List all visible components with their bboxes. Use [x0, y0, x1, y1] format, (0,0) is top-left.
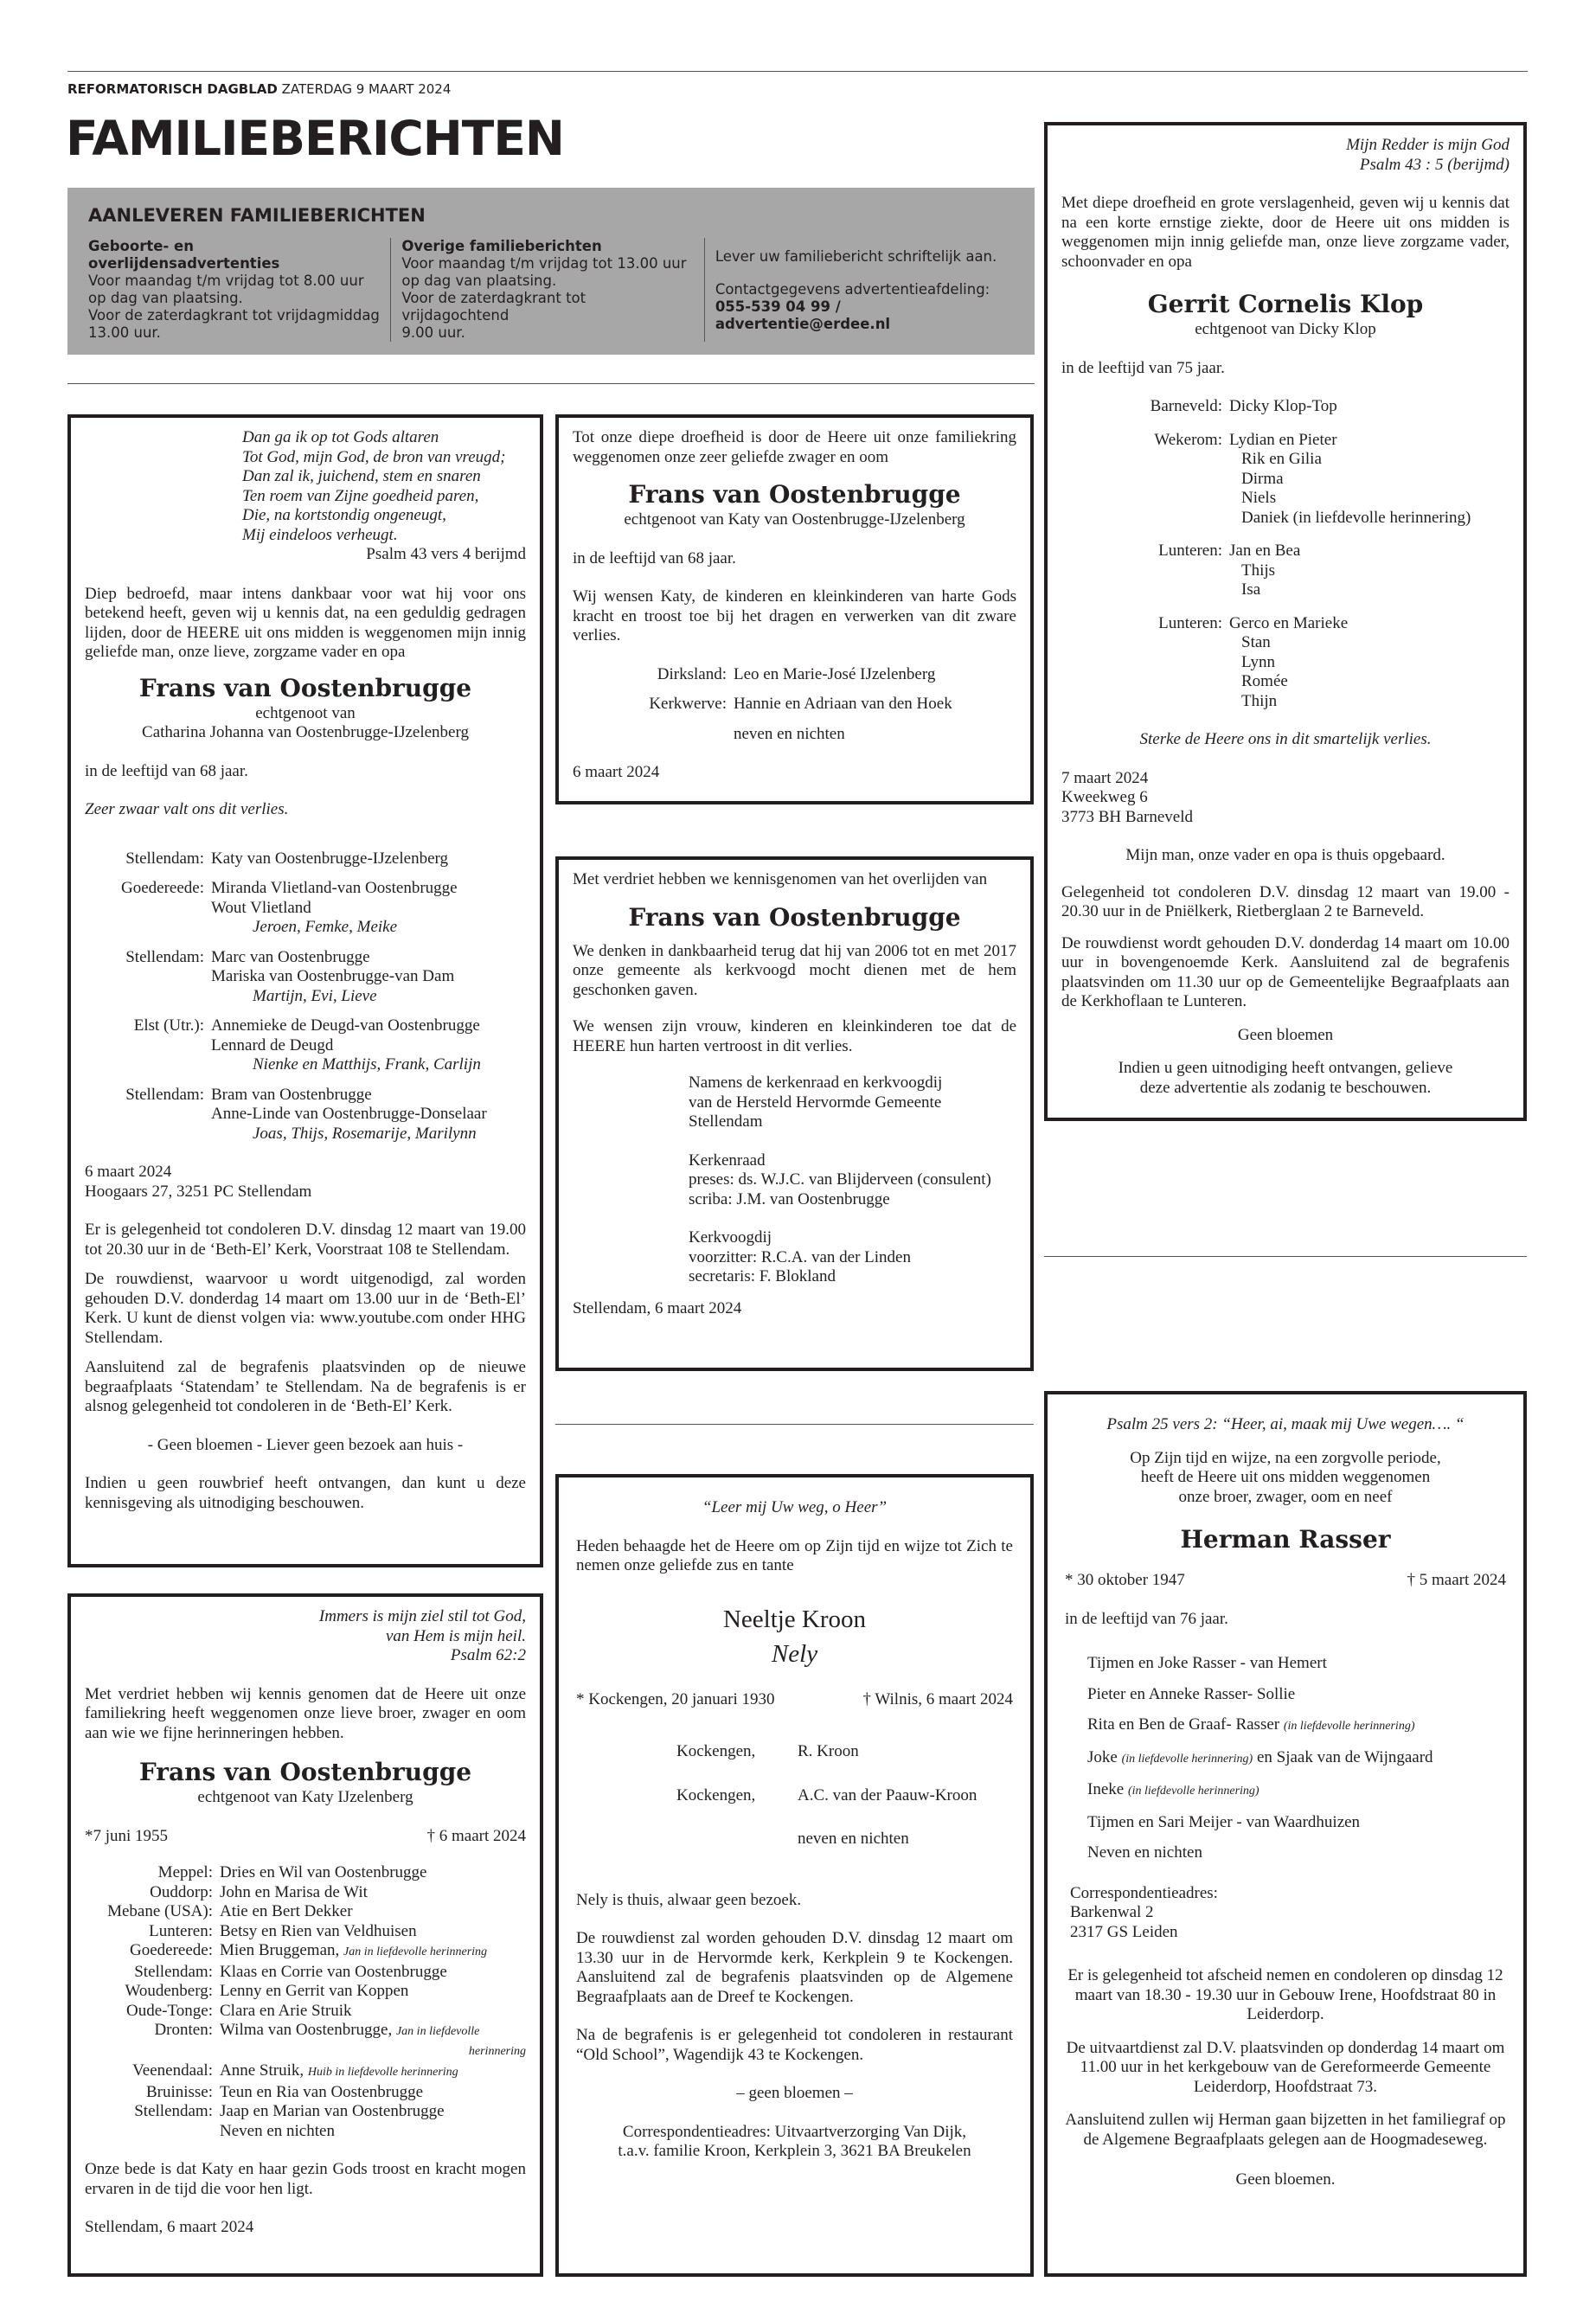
death-date: † 5 maart 2024 — [1407, 1571, 1506, 1589]
address: Kweekweg 6 — [1061, 788, 1148, 806]
birth-date: * Kockengen, 20 januari 1930 — [576, 1689, 775, 1708]
family-entry: Neven en nichten — [220, 2121, 335, 2140]
family-entry: Goedereede: Mien Bruggeman, Jan in liefdevolle herinnering — [130, 1941, 488, 1959]
intro-text: Met verdriet hebben wij kennis genomen dat de Heere uit onze familiekring heeft weggenomen onze lieve broer, zwager en oom aan wie we fijne herinneringen hebben. — [85, 1684, 526, 1742]
contact-details: 055-539 04 99 / advertentie@erdee.nl — [715, 298, 891, 332]
family-entry: Goedereede: Miranda Vlietland-van Oostenbrugge Wout Vlietland Jeroen, Femke, Meike — [121, 879, 458, 936]
obituary-ad-frans-2: Immers is mijn ziel stil tot God, van Hem is mijn heil. Psalm 62:2 Met verdriet hebben wij kennis genomen dat de Heere uit onze familiekring heeft weggenomen onze lieve broer, zwager en oom aan wie we fijne herinneringen hebben. Frans van Oostenbrugge echtgenoot van Katy IJzelenberg *7 juni 1955 † 6 maart 2024 Meppel: Dries en Wil van Oostenbrugge Ouddorp: John en Marisa de Wit Mebane (USA): Atie en Bert Dekker Lunteren: Betsy en Rien van Veldhuisen Goedereede: Mien Bruggeman, Jan in liefdevolle herinnering Stellendam: Klaas en Corrie van Oostenbrugge Woudenberg: Lenny en Gerrit van Koppen Oude-Tonge: Clara en Arie Struik Dronten: Wilma van Oostenbrugge, Jan in liefdevolle herinnering Veenendaal: Anne Struik, Huib in liefdevolle herinnering Bruinisse: Teun en Ria van Oostenbrugge Stellendam: Jaap en Marian van Oostenbrugge Neven en nichten Onze bede is dat Katy en haar gezin Gods troost en kracht mogen ervaren in de tijd die voor hen ligt. Stellendam, 6 maart 2024 — [67, 1593, 543, 2277]
family-entry: Kockengen, A.C. van der Paauw-Kroon — [676, 1785, 977, 1804]
family-entry: Mebane (USA): Atie en Bert Dekker — [107, 1902, 353, 1920]
info-col-other: Overige familieberichten Voor maandag t/m vrijdag tot 13.00 uur op dag van plaatsing. Voor de zaterdagkrant tot vrijdagochtend 9.00 uur. — [391, 238, 704, 342]
spouse-name: echtgenoot van Dicky Klop — [1195, 320, 1376, 338]
intro-text: Diep bedroefd, maar intens dankbaar voor wat hij voor ons betekend heeft, geven wij u kennis dat, na een geduldig gedragen lijden, door de HEERE uit ons midden is weggenomen mijn innig geliefde man, onze lieve, zorgzame vader en opa — [85, 584, 526, 661]
obituary-ad-frans-1: Dan ga ik op tot Gods altaren Tot God, mijn God, de bron van vreugd; Dan zal ik, juichend, stem en snaren Ten roem van Zijne goedheid paren, Die, na kortstondig ongeneugt, Mij eindeloos verheugt. Psalm 43 vers 4 berijmd Diep bedroefd, maar intens dankbaar voor wat hij voor ons betekend heeft, geven wij u kennis dat, na een geduldig gedragen lijden, door de HEERE uit ons midden is weggenomen mijn innig geliefde man, onze lieve, zorgzame vader en opa Frans van Oostenbrugge echtgenoot van Catharina Johanna van Oostenbrugge-IJzelenberg in de leeftijd van 68 jaar. Zeer zwaar valt ons dit verlies. Stellendam: Katy van Oostenbrugge-IJzelenberg Goedereede: Miranda Vlietland-van Oostenbrugge Wout Vlietland Jeroen, Femke, Meike Stellendam: Marc van Oostenbrugge Mariska van Oostenbrugge-van Dam Martijn, Evi, Lieve Elst (Utr.): Annemieke de Deugd-van Oostenbrugge Lennard de Deugd Nienke en Matthijs, Frank, Carlijn Stellendam: Bram van Oostenbrugge Anne-Linde van Oostenbrugge-Donselaar Joas, Thijs, Rosemarije, Marilynn 6 maart 2024 Hoogaars 27, 3251 PC Stellendam Er is gelegenheid tot condoleren D.V. dinsdag 12 maart van 19.00 tot 20.30 uur in de ‘Beth-El’ Kerk, Voorstraat 108 te Stellendam. De rouwdienst, waarvoor u wordt uitgenodigd, zal worden gehouden D.V. donderdag 14 maart om 13.00 uur in de ‘Beth-El’ Kerk. U kunt de dienst volgen via: www.youtube.com onder HHG Stellendam. Aansluitend zal de begrafenis plaatsvinden op de nieuwe begraafplaats ‘Statendam’ te Stellendam. Na de begrafenis is er alsnog gelegenheid tot condoleren in de ‘Beth-El’ Kerk. - Geen bloemen - Liever geen bezoek aan huis - Indien u geen rouwbrief heeft ontvangen, dan kunt u deze kennisgeving als uitnodiging beschouwen. — [67, 414, 543, 1567]
obituary-ad-neeltje-kroon: “Leer mij Uw weg, o Heer” Heden behaagde het de Heere om op Zijn tijd en wijze tot Zich te nemen onze geliefde zus en tante Neeltje Kroon Nely * Kockengen, 20 januari 1930 † Wilnis, 6 maart 2024 Kockengen, R. Kroon Kockengen, A.C. van der Paauw-Kroon neven en nichten Nely is thuis, alwaar geen bezoek. De rouwdienst zal worden gehouden D.V. dinsdag 12 maart om 13.30 uur in de Hervormde kerk, Kerkplein 9 te Kockengen. Aansluitend zal de begrafenis plaatsvinden op de Algemene Begraafplaats aan de Dreef te Kockengen. Na de begrafenis is er gelegenheid tot condoleren in restaurant “Old School”, Wagendijk 43 te Kockengen. – geen bloemen – Correspondentieadres: Uitvaartverzorging Van Dijk, t.a.v. familie Kroon, Kerkplein 3, 3621 BA Breukelen — [555, 1474, 1034, 2277]
deceased-name: Frans van Oostenbrugge — [628, 902, 961, 932]
family-entry: Woudenberg: Lenny en Gerrit van Koppen — [125, 1982, 409, 2000]
life-dates — [1065, 1571, 1506, 1591]
family-entry: Ouddorp: John en Marisa de Wit — [150, 1882, 368, 1901]
intro-text: Met diepe droefheid en grote verslagenheid, geven wij u kennis dat na een korte ernstige ziekte, door de Heere uit ons midden is weggenomen mijn innig geliefde man, onze lieve zorgzame vader, schoonvader en opa — [1061, 194, 1509, 271]
family-entry: Stellendam: Klaas en Corrie van Oostenbrugge — [134, 1962, 447, 1981]
family-entry: Meppel: Dries en Wil van Oostenbrugge — [157, 1863, 427, 1881]
intro-text: Op Zijn tijd en wijze, na een zorgvolle periode, — [1130, 1448, 1441, 1467]
intro-text: Heden behaagde het de Heere om op Zijn tijd en wijze tot Zich te nemen onze geliefde zus en tante — [576, 1536, 1013, 1574]
deceased-name: Frans van Oostenbrugge — [138, 673, 472, 702]
family-entry: Rita en Ben de Graaf- Rasser (in liefdevolle herinnering) — [1087, 1715, 1415, 1734]
signatories: Namens de kerkenraad en kerkvoogdij van de Hersteld Hervormde Gemeente Stellendam Kerkenraad preses: ds. W.J.C. van Blijderveen (consulent) scriba: J.M. van Oostenbrugge Kerkvoogdij voorzitter: R.C.A. van der Linden secretaris: F. Blokland — [689, 1074, 991, 1285]
birth-date: * 30 oktober 1947 — [1065, 1571, 1185, 1589]
poem-reference: Psalm 43 vers 4 berijmd — [366, 545, 526, 563]
family-entry: Bruinisse: Teun en Ria van Oostenbrugge — [145, 2082, 424, 2101]
family-entry: Ineke (in liefdevolle herinnering) — [1087, 1780, 1259, 1798]
birth-date: *7 juni 1955 — [85, 1826, 169, 1845]
family-entry: Lunteren: Jan en Bea Thijs Isa — [1158, 542, 1301, 599]
rule — [1044, 1256, 1527, 1257]
family-entry: Pieter en Anneke Rasser- Sollie — [1087, 1684, 1296, 1703]
age: in de leeftijd van 76 jaar. — [1065, 1609, 1228, 1628]
family-entry: Dronten: Wilma van Oostenbrugge, Jan in liefdevolle herinnering — [154, 2021, 526, 2058]
family-entry: Stellendam: Marc van Oostenbrugge Mariska van Oostenbrugge-van Dam Martijn, Evi, Lieve — [125, 947, 455, 1005]
death-date: † 6 maart 2024 — [426, 1826, 526, 1845]
family-entry: Barneveld: Dicky Klop-Top — [1150, 397, 1337, 415]
motto: Zeer zwaar valt ons dit verlies. — [85, 800, 289, 818]
family-entry: Stellendam: Katy van Oostenbrugge-IJzelenberg — [125, 849, 448, 868]
intro-text: Tot onze diepe droefheid is door de Heere uit onze familiekring weggenomen onze zeer geliefde zwager en oom — [573, 428, 1016, 466]
quote: Psalm 25 vers 2: “Heer, ai, maak mij Uwe wegen…. “ — [1106, 1415, 1465, 1433]
date: 6 maart 2024 — [85, 1163, 172, 1181]
deceased-name: Herman Rasser — [1180, 1525, 1391, 1554]
info-box-title: AANLEVEREN FAMILIEBERICHTEN — [88, 205, 426, 226]
rule — [67, 383, 1035, 384]
info-col-births: Geboorte- en overlijdensadvertenties Voor maandag t/m vrijdag tot 8.00 uur op dag van plaatsing. Voor de zaterdagkrant tot vrijdagmiddag 13.00 uur. — [88, 238, 391, 342]
family-entry: Stellendam: Jaap en Marian van Oostenbrugge — [134, 2102, 445, 2120]
poem: Dan ga ik op tot Gods altaren Tot God, mijn God, de bron van vreugd; Dan zal ik, juichend, stem en snaren Ten roem van Zijne goedheid paren, Die, na kortstondig ongeneugt, Mij eindeloos verheugt. — [242, 428, 506, 544]
family-entry: Oude-Tonge: Clara en Arie Struik — [126, 2001, 352, 2020]
place-date: Stellendam, 6 maart 2024 — [573, 1298, 742, 1317]
family-entry: Stellendam: Bram van Oostenbrugge Anne-Linde van Oostenbrugge-Donselaar Joas, Thijs, Rosemarije, Marilynn — [125, 1085, 487, 1143]
spouse-name: Catharina Johanna van Oostenbrugge-IJzelenberg — [142, 723, 469, 741]
deceased-name: Gerrit Cornelis Klop — [1147, 290, 1424, 318]
deceased-name: Frans van Oostenbrugge — [628, 480, 961, 509]
info-col-contact: Lever uw familiebericht schriftelijk aan. Contactgegevens advertentieafdeling: 055-539 04 99 / advertentie@erdee.nl — [705, 238, 1014, 342]
family-entry: Kockengen, R. Kroon — [676, 1742, 859, 1760]
age: in de leeftijd van 68 jaar. — [573, 548, 736, 567]
life-dates — [85, 1827, 526, 1847]
date: 7 maart 2024 — [1061, 768, 1149, 787]
address: Hoogaars 27, 3251 PC Stellendam — [85, 1182, 312, 1201]
correspondence-address: Correspondentieadres: Barkenwal 2 2317 GS Leiden — [1070, 1883, 1218, 1941]
family-list — [1061, 397, 1509, 711]
family-entry: Veenendaal: Anne Struik, Huib in liefdevolle herinnering — [132, 2061, 458, 2080]
age: in de leeftijd van 68 jaar. — [85, 761, 248, 780]
rule — [555, 1424, 1034, 1425]
nickname: Nely — [771, 1639, 818, 1668]
deceased-name: Frans van Oostenbrugge — [138, 1758, 472, 1786]
obituary-ad-frans-3: Tot onze diepe droefheid is door de Heere uit onze familiekring weggenomen onze zeer geliefde zwager en oom Frans van Oostenbrugge echtgenoot van Katy van Oostenbrugge-IJzelenberg in de leeftijd van 68 jaar. Wij wensen Katy, de kinderen en kleinkinderen van harte Gods kracht en troost toe bij het dragen en verwerken van dit zware verlies. Dirksland: Leo en Marie-José IJzelenberg Kerkwerve: Hannie en Adriaan van den Hoek neven en nichten 6 maart 2024 — [555, 414, 1034, 804]
family-entry: Tijmen en Joke Rasser - van Hemert — [1087, 1654, 1327, 1672]
top-rule — [67, 71, 1528, 72]
submission-info-box — [67, 188, 1035, 355]
life-dates — [576, 1690, 1013, 1710]
family-entry: Dirksland: Leo en Marie-José IJzelenberg — [657, 664, 936, 683]
family-list — [1065, 1648, 1506, 1868]
quote: “Leer mij Uw weg, o Heer” — [702, 1498, 888, 1516]
deceased-name: Neeltje Kroon — [722, 1605, 867, 1633]
age: in de leeftijd van 75 jaar. — [1061, 358, 1225, 377]
correspondence-address: Correspondentieadres: Uitvaartverzorging Van Dijk, — [622, 2122, 967, 2141]
family-entry: Elst (Utr.): Annemieke de Deugd-van Oostenbrugge Lennard de Deugd Nienke en Matthijs, Frank, Carlijn — [133, 1016, 481, 1074]
family-entry: Kerkwerve: Hannie en Adriaan van den Hoek — [649, 695, 952, 713]
obituary-ad-gerrit-klop: Mijn Redder is mijn God Psalm 43 : 5 (berijmd) Met diepe droefheid en grote verslagenheid, geven wij u kennis dat na een korte ernstige ziekte, door de Heere uit ons midden is weggenomen mijn innig geliefde man, onze lieve zorgzame vader, schoonvader en opa Gerrit Cornelis Klop echtgenoot van Dicky Klop in de leeftijd van 75 jaar. Barneveld: Dicky Klop-Top Wekerom: Lydian en Pieter Rik en Gilia Dirma Niels Daniek (in liefdevolle herinnering) Lunteren: Jan en Bea Thijs Isa Lunteren: Gerco en Marieke Stan Lynn Romée Thijn Sterke de Heere ons in dit smartelijk verlies. 7 maart 2024 Kweekweg 6 3773 BH Barneveld Mijn man, onze vader en opa is thuis opgebaard. Gelegenheid tot condoleren D.V. dinsdag 12 maart van 19.00 - 20.30 uur in de Pniëlkerk, Rietberglaan 2 te Barneveld. De rouwdienst wordt gehouden D.V. donderdag 14 maart om 10.00 uur in bovengenoemde Kerk. Aansluitend zal de begrafenis plaatsvinden om 11.30 uur op de Gemeentelijke Begraafplaats aan de Kerkhoflaan te Lunteren. Geen bloemen Indien u geen uitnodiging heeft ontvangen, gelieve deze advertentie als zodanig te beschouwen. — [1044, 122, 1527, 1121]
motto: Sterke de Heere ons in dit smartelijk verlies. — [1139, 730, 1432, 748]
family-list: Kockengen, R. Kroon Kockengen, A.C. van der Paauw-Kroon neven en nichten — [576, 1742, 1013, 1849]
family-entry: Wekerom: Lydian en Pieter Rik en Gilia Dirma Niels Daniek (in liefdevolle herinnering) — [1154, 430, 1471, 527]
date: 6 maart 2024 — [573, 763, 660, 781]
family-entry: Joke (in liefdevolle herinnering) en Sjaak van de Wijngaard — [1087, 1747, 1433, 1766]
family-list — [85, 849, 526, 1144]
quote: Immers is mijn ziel stil tot God, — [318, 1607, 526, 1625]
obituary-ad-herman-rasser: Psalm 25 vers 2: “Heer, ai, maak mij Uwe wegen…. “ Op Zijn tijd en wijze, na een zorgvolle periode, heeft de Heere uit ons midden weggenomen onze broer, zwager, oom en neef Herman Rasser * 30 oktober 1947 † 5 maart 2024 in de leeftijd van 76 jaar. Tijmen en Joke Rasser - van Hemert Pieter en Anneke Rasser- Sollie Rita en Ben de Graaf- Rasser (in liefdevolle herinnering) Joke (in liefdevolle herinnering) en Sjaak van de Wijngaard Ineke (in liefdevolle herinnering) Tijmen en Sari Meijer - van Waardhuizen Neven en nichten Correspondentieadres: Barkenwal 2 2317 GS Leiden Er is gelegenheid tot afscheid nemen en condoleren op dinsdag 12 maart van 18.30 - 19.30 uur in Gebouw Irene, Hoofdstraat 80 in Leiderdorp. De uitvaartdienst zal D.V. plaatsvinden op donderdag 14 maart om 11.00 uur in het kerkgebouw van de Gereformeerde Gemeente Leiderdorp, Hoofdstraat 73. Aansluitend zullen wij Herman gaan bijzetten in het familiegraf op de Algemene Begraafplaats gelegen aan de Hoogmadeseweg. Geen bloemen. — [1044, 1391, 1527, 2277]
page-title: FAMILIEBERICHTEN — [66, 111, 564, 166]
family-entry: Lunteren: Betsy en Rien van Veldhuisen — [149, 1921, 417, 1940]
closing-text: Onze bede is dat Katy en haar gezin Gods troost en kracht mogen ervaren in de tijd die voor hen ligt. — [85, 2160, 526, 2198]
family-list — [85, 1863, 526, 2141]
spouse-name: echtgenoot van Katy IJzelenberg — [197, 1788, 413, 1806]
intro-text: Met verdriet hebben we kennisgenomen van het overlijden van — [573, 870, 988, 888]
death-date: † Wilnis, 6 maart 2024 — [862, 1689, 1013, 1708]
quote: Mijn Redder is mijn God — [1346, 136, 1509, 154]
family-entry: Neven en nichten — [1087, 1843, 1202, 1862]
family-entry: Tijmen en Sari Meijer - van Waardhuizen — [1087, 1812, 1361, 1831]
paper-name: REFORMATORISCH DAGBLAD — [67, 81, 278, 97]
spouse-name: echtgenoot van Katy van Oostenbrugge-IJzelenberg — [624, 510, 965, 529]
family-entry: Lunteren: Gerco en Marieke Stan Lynn Romée Thijn — [1158, 613, 1349, 710]
issue-date: ZATERDAG 9 MAART 2024 — [281, 81, 452, 97]
family-list: Dirksland: Leo en Marie-José IJzelenberg Kerkwerve: Hannie en Adriaan van den Hoek neven en nichten — [573, 665, 1016, 745]
running-header — [67, 81, 451, 97]
church-notice-frans: Met verdriet hebben we kennisgenomen van het overlijden van Frans van Oostenbrugge We denken in dankbaarheid terug dat hij van 2006 tot en met 2017 onze gemeente als kerkvoogd mocht dienen met de hem geschonken gaven. We wensen zijn vrouw, kinderen en kleinkinderen toe dat de HEERE hun harten vertroost in dit verlies. Namens de kerkenraad en kerkvoogdij van de Hersteld Hervormde Gemeente Stellendam Kerkenraad preses: ds. W.J.C. van Blijderveen (consulent) scriba: J.M. van Oostenbrugge Kerkvoogdij voorzitter: R.C.A. van der Linden secretaris: F. Blokland Stellendam, 6 maart 2024 — [555, 856, 1034, 1371]
place-date: Stellendam, 6 maart 2024 — [85, 2218, 254, 2236]
